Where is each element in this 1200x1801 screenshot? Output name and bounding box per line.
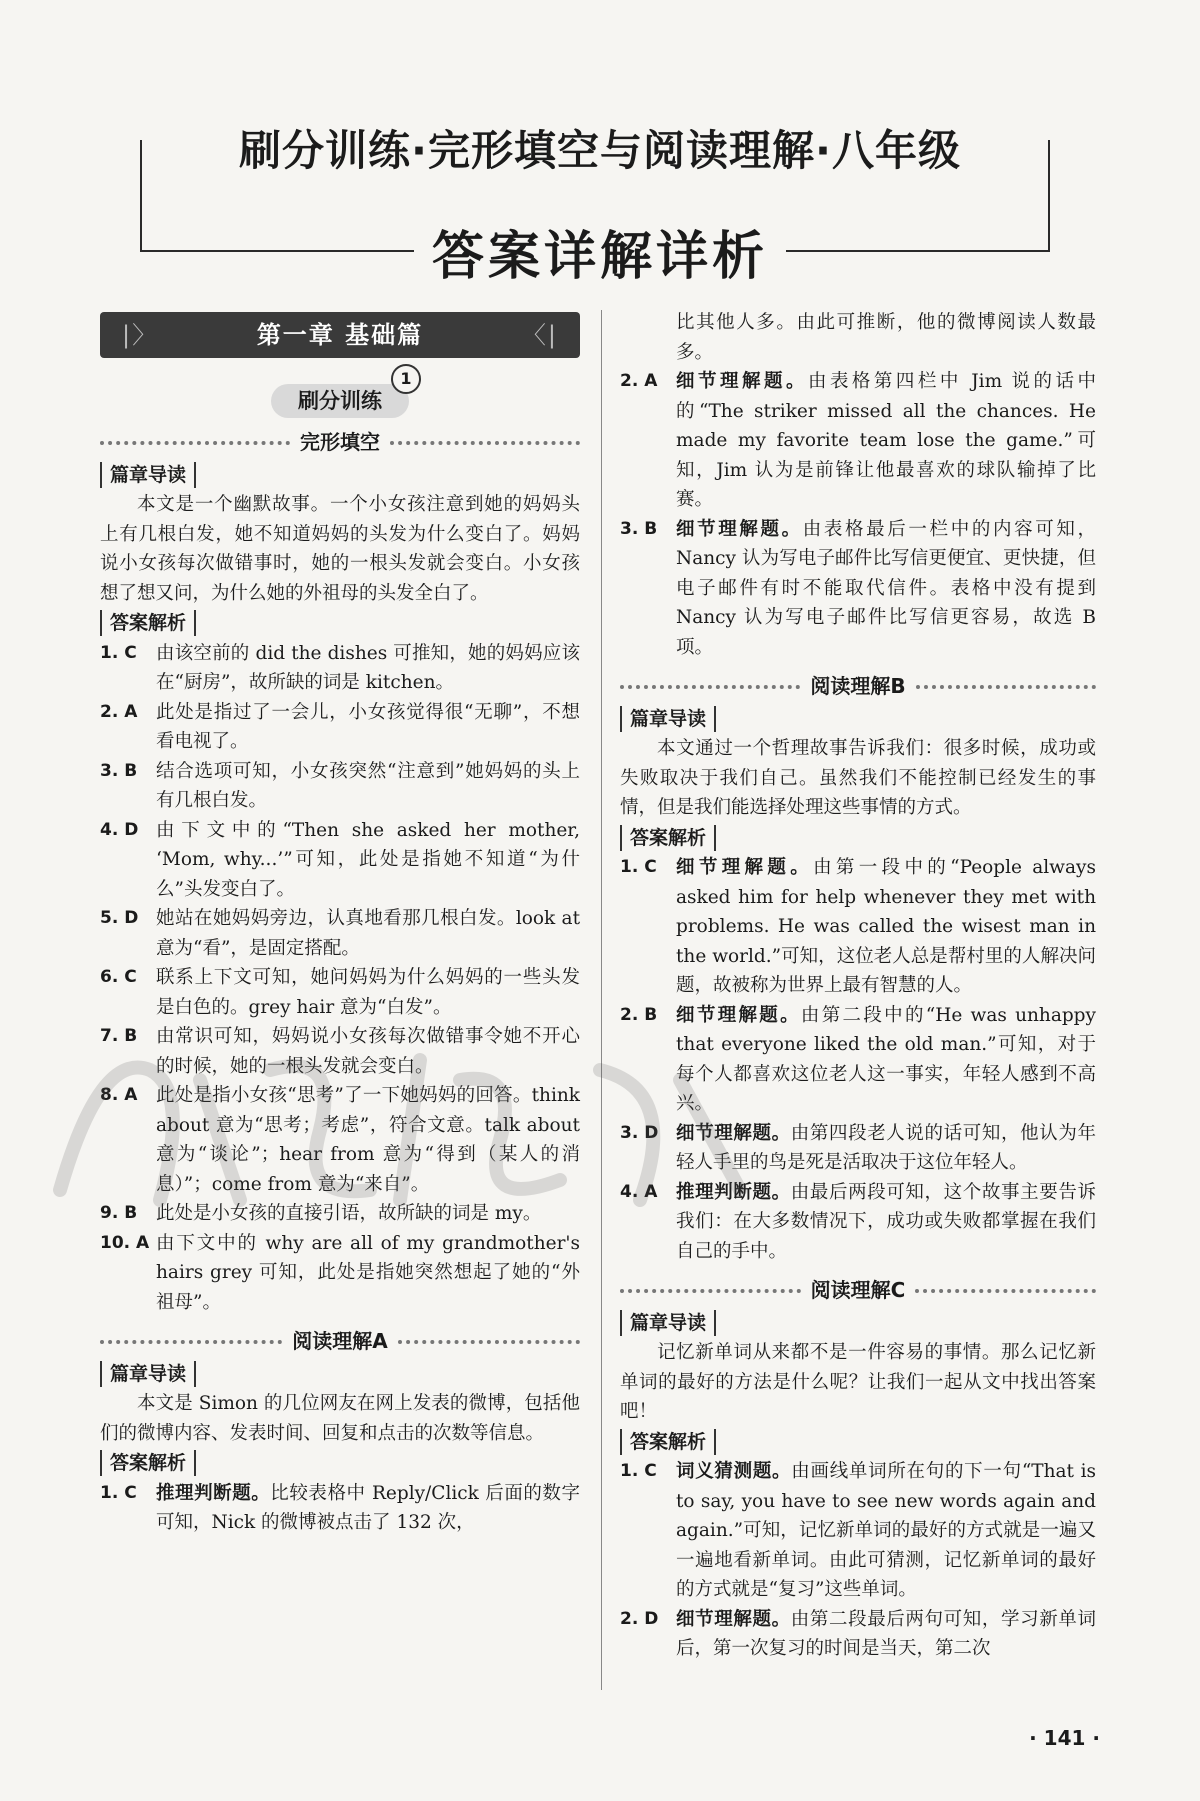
answer-text: 推理判断题。由最后两段可知，这个故事主要告诉我们：在大多数情况下，成功或失败都掌握在我们自己的手中。 — [676, 1181, 1096, 1262]
chapter-title: 第一章 基础篇 — [256, 321, 424, 349]
main-title: 答案详解详析 — [0, 214, 1200, 289]
section-heading-reading-c: 阅读理解C — [620, 1276, 1096, 1306]
analysis-label: 答案解析 — [620, 1429, 716, 1455]
answer-item — [100, 757, 580, 816]
answer-number: 1. C — [620, 1461, 657, 1481]
analysis-label: 答案解析 — [100, 1450, 196, 1476]
guide-label: 篇章导读 — [100, 1361, 196, 1387]
analysis-label: 答案解析 — [100, 610, 196, 636]
reading-b-intro: 本文通过一个哲理故事告诉我们：很多时候，成功或失败取决于我们自己。虽然我们不能控制已经发生的事情，但是我们能选择处理这些事情的方式。 — [620, 738, 1096, 818]
page-number: · 141 · — [1029, 1726, 1100, 1750]
question-type: 细节理解题。 — [676, 371, 808, 392]
column-divider — [601, 310, 602, 1690]
answer-text: 细节理解题。由第二段中的“He was unhappy that everyone liked the old man.”可知，对于每个人都喜欢这位老人这一事实，年轻人感到不高兴。 — [676, 1004, 1096, 1114]
answer-text: 细节理解题。由表格第四栏中 Jim 说的话中的“The striker missed all the chances. He made my favorite team lose the game.”可知，Jim 认为是前锋让他最喜欢的球队输掉了比赛。 — [676, 371, 1096, 510]
answer-item — [100, 698, 580, 757]
answer-text: 由常识可知，妈妈说小女孩每次做错事令她不开心的时候，她的一根头发就会变白。 — [156, 1026, 580, 1077]
section-heading-reading-b: 阅读理解B — [620, 672, 1096, 702]
banner-right-mark-icon: 〈| — [521, 321, 558, 349]
answer-number: 2. B — [620, 1004, 658, 1025]
answer-text: 此处是小女孩的直接引语，故所缺的词是 my。 — [156, 1203, 542, 1224]
answer-number: 3. D — [620, 1122, 659, 1143]
answer-item: 1. C 推理判断题。比较表格中 Reply/Click 后面的数字可知，Nick 的微博被点击了 132 次， — [100, 1482, 580, 1533]
answer-number: 2. D — [620, 1608, 659, 1629]
question-type: 细节理解题。 — [676, 518, 803, 540]
answer-item — [620, 367, 1096, 515]
reading-a-answer-list — [620, 367, 1096, 662]
answer-number: 7. B — [100, 1026, 138, 1046]
answer-text: 结合选项可知，小女孩突然“注意到”她妈妈的头上有几根白发。 — [156, 760, 580, 811]
answer-text: 词义猜测题。由画线单词所在句的下一句“That is to say, you have to see new words again and again.”可知，记忆新单词的最好的方式就是一遍又一遍地看新单词。由此可猜测，记忆新单词的最好的方式就是“复习”这些单词。 — [676, 1461, 1096, 1600]
cloze-intro: 本文是一个幽默故事。一个小女孩注意到她的妈妈头上有几根白发，她不知道妈妈的头发为什么变白了。妈妈说小女孩每次做错事时，她的一根头发就会变白。小女孩想了想又问，为什么她的外祖母的头发全白了。 — [100, 494, 580, 604]
answer-number: 10. A — [100, 1232, 150, 1253]
answer-continuation: 比其他人多。由此可推断，他的微博阅读人数最多。 — [676, 312, 1096, 363]
section-heading-cloze: 完形填空 — [100, 428, 580, 458]
left-column — [100, 312, 580, 1538]
answer-item — [100, 904, 580, 963]
answer-text: 由该空前的 did the dishes 可推知，她的妈妈应该在“厨房”，故所缺的词是 kitchen。 — [156, 642, 580, 693]
reading-a-intro: 本文是 Simon 的几位网友在网上发表的微博，包括他们的微博内容、发表时间、回复和点击的次数等信息。 — [100, 1393, 580, 1444]
answer-item — [620, 1605, 1096, 1664]
answer-number: 5. D — [100, 908, 139, 928]
training-badge — [271, 369, 412, 418]
chapter-banner — [100, 312, 580, 358]
answer-text: 此处是指过了一会儿，小女孩觉得很“无聊”，不想看电视了。 — [156, 701, 580, 752]
answer-number: 3. B — [100, 760, 138, 781]
section-heading-reading-a: 阅读理解A — [100, 1327, 580, 1357]
answer-item — [620, 1457, 1096, 1605]
answer-text: 细节理解题。由表格最后一栏中的内容可知，Nancy 认为写电子邮件比写信更便宜、更快捷，但电子邮件有时不能取代信件。表格中没有提到 Nancy 认为写电子邮件比写信更容易，故选 B 项。 — [676, 518, 1096, 658]
training-label: 刷分训练 — [298, 389, 382, 413]
question-type: 细节理解题。 — [676, 1004, 801, 1026]
answer-number: 4. D — [100, 819, 139, 840]
answer-number: 1. C — [100, 642, 137, 663]
question-type: 细节理解题。 — [676, 857, 814, 878]
answer-number: 6. C — [100, 967, 137, 987]
answer-number: 2. A — [620, 371, 658, 391]
answer-text: 细节理解题。由第二段最后两句可知，学习新单词后，第一次复习的时间是当天，第二次 — [676, 1608, 1096, 1659]
answer-number: 3. B — [620, 518, 658, 539]
answer-number: 4. A — [620, 1181, 658, 1202]
series-title: 刷分训练·完形填空与阅读理解·八年级 — [0, 118, 1200, 178]
answer-text: 她站在她妈妈旁边，认真地看那几根白发。look at 意为“看”，是固定搭配。 — [156, 908, 580, 959]
answer-number: 2. A — [100, 701, 138, 722]
reading-c-answer-list — [620, 1457, 1096, 1664]
answer-item — [100, 639, 580, 698]
answer-item — [620, 515, 1096, 663]
answer-number: 8. A — [100, 1085, 138, 1105]
answer-text: 此处是指小女孩“思考”了一下她妈妈的回答。think about 意为“思考；考虑”，符合文意。talk about 意为“谈论”；hear from 意为“得到（某人的消息）”；come from 意为“来自”。 — [156, 1085, 580, 1195]
training-number: 1 — [391, 364, 421, 394]
answer-number: 1. C — [620, 857, 657, 877]
answer-item — [620, 853, 1096, 1001]
question-type: 词义猜测题。 — [676, 1461, 792, 1482]
answer-item — [100, 1229, 580, 1318]
answer-text: 细节理解题。由第一段中的“People always asked him for help whenever they met with problems. He was called the wisest man in the world.”可知，这位老人总是帮村里的人解决问题，故被称为世界上最有智慧的人。 — [676, 857, 1096, 996]
answer-item — [100, 816, 580, 905]
question-type: 细节理解题。 — [676, 1608, 791, 1630]
analysis-label: 答案解析 — [620, 825, 716, 851]
question-type: 细节理解题。 — [676, 1122, 791, 1144]
right-column — [620, 308, 1096, 1664]
guide-label: 篇章导读 — [620, 1310, 716, 1336]
guide-label: 篇章导读 — [100, 462, 196, 488]
answer-text: 由下文中的“Then she asked her mother, ‘Mom, why...’”可知，此处是指她不知道“为什么”头发变白了。 — [156, 819, 580, 900]
answer-text: 联系上下文可知，她问妈妈为什么妈妈的一些头发是白色的。grey hair 意为“白发”。 — [156, 967, 580, 1018]
watermark-icon — [40, 1010, 760, 1220]
banner-left-mark-icon: |〉 — [122, 321, 159, 349]
answer-text: 细节理解题。由第四段老人说的话可知，他认为年轻人手里的鸟是死是活取决于这位年轻人。 — [676, 1122, 1096, 1173]
question-type: 推理判断题。 — [676, 1181, 791, 1203]
answer-text: 由下文中的 why are all of my grandmother's hairs grey 可知，此处是指她突然想起了她的“外祖母”。 — [156, 1232, 580, 1313]
guide-label: 篇章导读 — [620, 706, 716, 732]
answer-number: 9. B — [100, 1203, 138, 1223]
reading-c-intro: 记忆新单词从来都不是一件容易的事情。那么记忆新单词的最好的方法是什么呢？让我们一起从文中找出答案吧！ — [620, 1342, 1096, 1422]
